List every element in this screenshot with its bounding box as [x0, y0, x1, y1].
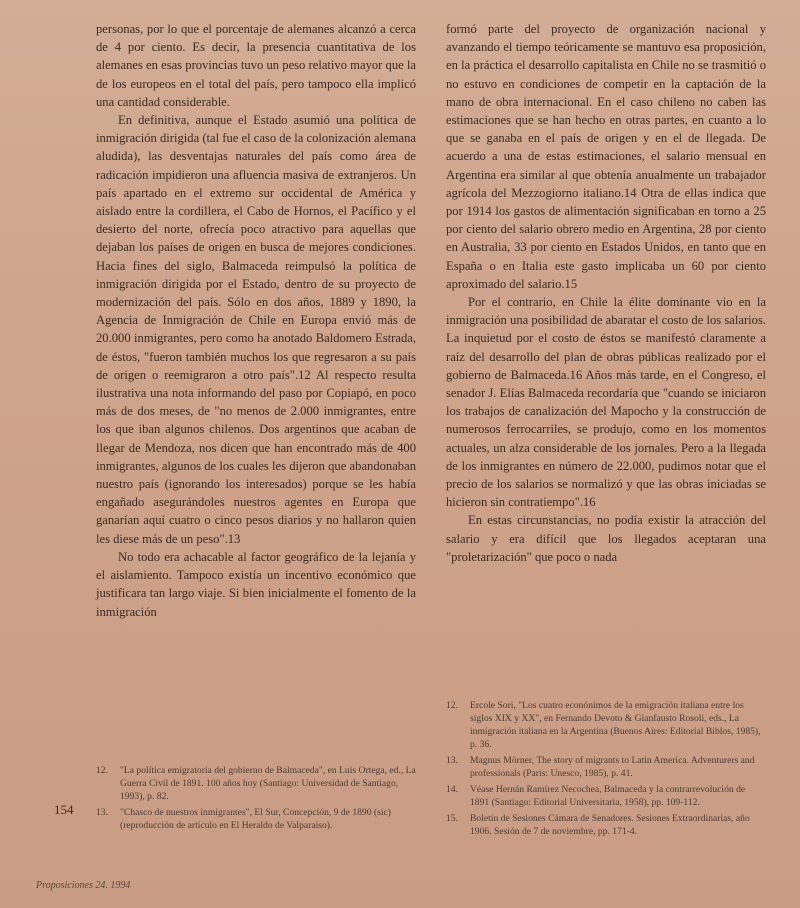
- paragraph: No todo era achacable al factor geográfico de la lejanía y el aislamiento. Tampoco existía un incentivo económico que justificara tan largo viaje. Si bien inicialmente el fomento de la inmigración: [96, 549, 416, 619]
- footnotes-right: [446, 699, 766, 841]
- running-footer: Proposiciones 24. 1994: [36, 880, 131, 891]
- footnote: [96, 806, 416, 832]
- footnote-number: 14.: [446, 784, 458, 795]
- footnote-number: 12.: [446, 700, 458, 711]
- footnote-text: "Chasco de nuestros inmigrantes", El Sur, Concepción, 9 de 1890 (sic) (reproducción de artículo en El Heraldo de Valparaíso).: [120, 807, 391, 831]
- footnote: [446, 783, 766, 809]
- footnotes-left: [96, 764, 416, 835]
- footnote-number: 13.: [96, 807, 108, 818]
- right-text-column: [446, 20, 766, 566]
- footnote: [446, 699, 766, 751]
- footnote: [446, 754, 766, 780]
- footnote-text: "La política emigratoria del gobierno de Balmaceda", en Luis Ortega, ed., La Guerra Civil de 1891. 100 años hoy (Santiago: Universidad de Santiago, 1993), p. 82.: [120, 765, 416, 802]
- paragraph: En estas circunstancias, no podía existir la atracción del salario y era difícil que los llegados aceptaran una "proletarización" que poco o nada: [446, 513, 766, 564]
- footnote-number: 13.: [446, 755, 458, 766]
- footnote-text: Véase Hernán Ramírez Necochea, Balmaceda y la contrarrevolución de 1891 (Santiago: Editorial Universitaria, 1958), pp. 109-112.: [470, 784, 746, 808]
- left-text-column: [96, 20, 416, 621]
- footnote-text: Ercole Sori, "Los cuatro econónimos de la emigración italiana entre los siglos XIX y XX", en Fernando Devoto & Gianfausto Rosoli, eds., La inmigración italiana en la Argentina (Buenos Aires: Editorial Biblos, 1985), p. 36.: [470, 700, 761, 750]
- footnote-text: Boletín de Sesiones Cámara de Senadores. Sesiones Extraordinarias, año 1906. Sesión de 7 de noviembre, pp. 171-4.: [470, 813, 750, 837]
- paragraph: En definitiva, aunque el Estado asumió una política de inmigración dirigida (tal fue el caso de la colonización alemana aludida), las desventajas naturales del país como área de radicación impidieron una afluencia masiva de extranjeros. Un país apartado en el extremo sur occidental de América y aislado entre la cordillera, el Cabo de Hornos, el Pacífico y el desierto del norte, ofrecía poco atractivo para aquellas que dejaban los países de origen en busca de mejores condiciones. Hacia fines del siglo, Balmaceda reimpulsó la política de inmigración dirigida por el Estado, dentro de su proyecto de modernización del país. Sólo en dos años, 1889 y 1890, la Agencia de Inmigración de Chile en Europa envió más de 20.000 inmigrantes, pero como ha anotado Baldomero Estrada, de éstos, "fueron también muchos los que regresaron a su país de origen o reemigraron a otro país".12 Al respecto resulta ilustrativa una nota informando del paso por Copiapó, en poco más de dos meses, de "no menos de 2.000 inmigrantes, entre los que iban algunos chilenos. Dos argentinos que acaban de llegar de Mendoza, nos dicen que han encontrado más de 400 inmigrantes, algunos de los cuales les dijeron que abandonaban nuestro país (ignorando los interesados) porque se les había engañado asegurándoles nuestros agentes en Europa que ganarían aquí cuatro o cinco pesos diarios y no hallaron quien les diese más de un peso".13: [96, 113, 416, 546]
- footnote-number: 15.: [446, 813, 458, 824]
- paragraph: personas, por lo que el porcentaje de alemanes alcanzó a cerca de 4 por ciento. Es decir, la presencia cuantitativa de los alemanes en esas provincias tuvo un peso relativo mayor que la de los europeos en el total del país, pero tampoco ella implicó una cantidad considerable.: [96, 22, 416, 109]
- paragraph: formó parte del proyecto de organización nacional y avanzando el tiempo teóricamente se mantuvo esa proposición, en la práctica el desarrollo capitalista en Chile no se trasmitió o no estuvo en condiciones de competir en la captación de la mano de obra internacional. En el caso chileno no caben las estimaciones que se han hecho en otras partes, en cuanto a lo que se ganaba en el país de origen y en el de llegada. De acuerdo a una de estas estimaciones, el salario mensual en Argentina era similar al que obtenía anualmente un trabajador agrícola del Mezzogiorno italiano.14 Otra de ellas indica que por 1914 los gastos de alimentación significaban en torno a 25 por ciento del salario obrero medio en Argentina, 28 por ciento en Australia, 33 por ciento en Estados Unidos, en tanto que en España o en Italia este gasto implicaba un 60 por ciento aproximado del salario.15: [446, 22, 766, 291]
- footnote: [96, 764, 416, 803]
- page-number: 154: [54, 802, 74, 817]
- paragraph: Por el contrario, en Chile la élite dominante vio en la inmigración una posibilidad de abaratar el costo de los salarios. La inquietud por el costo de éstos se manifestó claramente a raíz del desarrollo del plan de obras públicas realizado por el gobierno de Balmaceda.16 Años más tarde, en el Congreso, el senador J. Elías Balmaceda recordaría que "cuando se iniciaron los trabajos de canalización del Mapocho y la construcción de numerosos ferrocarriles, se produjo, como en los momentos actuales, un alza considerable de los jornales. Pero a la llegada de los inmigrantes en número de 22.000, pudimos notar que el precio de los salarios se normalizó y que las obras iniciadas se hicieron sin contratiempo".16: [446, 295, 766, 510]
- footnote-number: 12.: [96, 765, 108, 776]
- footnote: [446, 812, 766, 838]
- footnote-text: Magnus Mörner, The story of migrants to Latin America. Adventurers and professionals (Paris: Unesco, 1985), p. 41.: [470, 755, 755, 779]
